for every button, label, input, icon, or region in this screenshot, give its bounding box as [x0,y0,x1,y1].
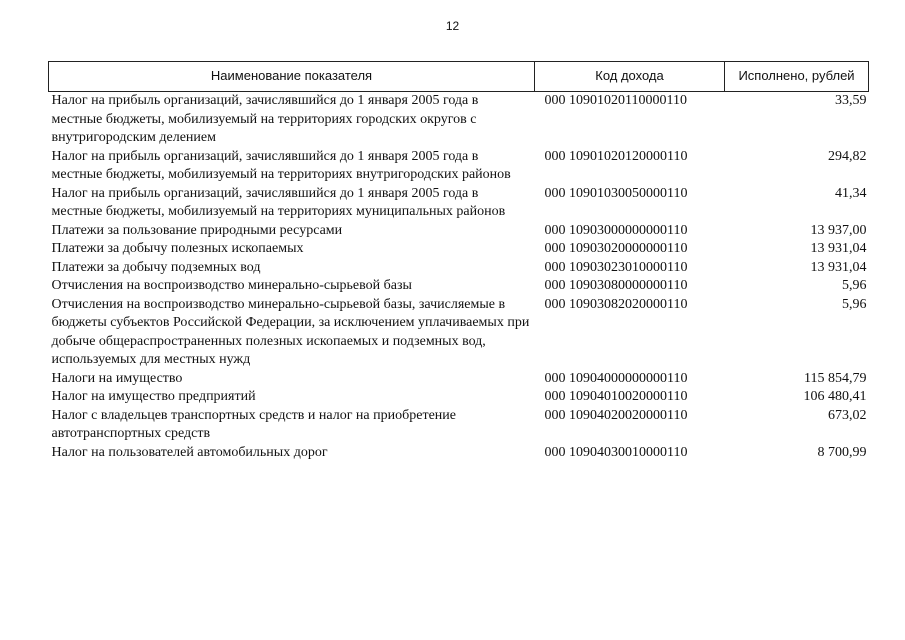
table-row [49,277,869,296]
row-code: 000 10904010020000110 [544,389,688,404]
row-amount: 41,34 [835,185,867,201]
row-code: 000 10903080000000110 [544,278,688,293]
row-amount: 33,59 [835,93,867,108]
table-row [49,222,869,241]
row-name: Налог на прибыль организаций, зачислявшийся до 1 января 2005 года в местные бюджеты, мобилизуемый на территориях внутригородских районов [51,148,511,182]
row-amount: 673,02 [828,407,867,423]
row-name: Налог с владельцев транспортных средств и налог на приобретение автотранспортных средств [51,407,456,441]
row-name: Налоги на имущество [51,370,183,386]
row-code: 000 10901020120000110 [544,148,688,164]
table-row [49,388,869,407]
row-amount: 13 937,00 [810,222,867,238]
row-name: Налог на пользователей автомобильных дорог [51,444,328,460]
table-row [49,148,869,185]
header-amount: Исполнено, рублей [725,62,869,92]
table-row [49,407,869,444]
table-row [49,92,869,148]
row-amount: 294,82 [828,148,867,164]
header-name: Наименование показателя [49,62,535,92]
table-row [49,259,869,278]
row-amount: 5,96 [842,278,867,293]
row-code: 000 10903000000000110 [544,222,688,238]
row-name: Платежи за пользование природными ресурсами [51,222,343,238]
row-code: 000 10904000000000110 [544,370,688,386]
row-name: Налог на имущество предприятий [51,389,256,404]
row-code: 000 10903020000000110 [544,241,688,256]
table-header-row [49,62,869,92]
row-code: 000 10901030050000110 [544,185,688,201]
row-name: Отчисления на воспроизводство минерально-сырьевой базы [51,278,412,293]
row-name: Платежи за добычу полезных ископаемых [51,241,304,256]
row-code: 000 10904020020000110 [544,407,688,423]
row-code: 000 10904030010000110 [544,444,688,460]
table-row [49,296,869,370]
row-amount: 13 931,04 [810,241,867,256]
row-name: Налог на прибыль организаций, зачислявшийся до 1 января 2005 года в местные бюджеты, мобилизуемый на территориях городских округов с внутригородским делением [51,93,479,145]
row-amount: 115 854,79 [804,370,867,386]
table-row [49,370,869,389]
row-amount: 5,96 [842,296,867,312]
row-code: 000 10903023010000110 [544,259,688,275]
revenue-table [48,61,869,462]
table-row [49,444,869,463]
row-amount: 13 931,04 [810,259,867,275]
row-name: Отчисления на воспроизводство минерально-сырьевой базы, зачисляемые в бюджеты субъектов Российской Федерации, за исключением уплачиваемых при добыче общераспространенных полезных ископаемых и подземных вод, используемых для местных нужд [51,296,530,367]
row-code: 000 10901020110000110 [544,93,687,108]
row-amount: 8 700,99 [817,444,867,460]
table-row [49,240,869,259]
row-amount: 106 480,41 [803,389,867,404]
row-name: Платежи за добычу подземных вод [51,259,261,275]
page-number: 12 [445,19,460,33]
header-code: Код дохода [535,62,725,92]
row-code: 000 10903082020000110 [544,296,688,312]
table-row [49,185,869,222]
row-name: Налог на прибыль организаций, зачислявшийся до 1 января 2005 года в местные бюджеты, мобилизуемый на территориях муниципальных районов [51,185,506,219]
